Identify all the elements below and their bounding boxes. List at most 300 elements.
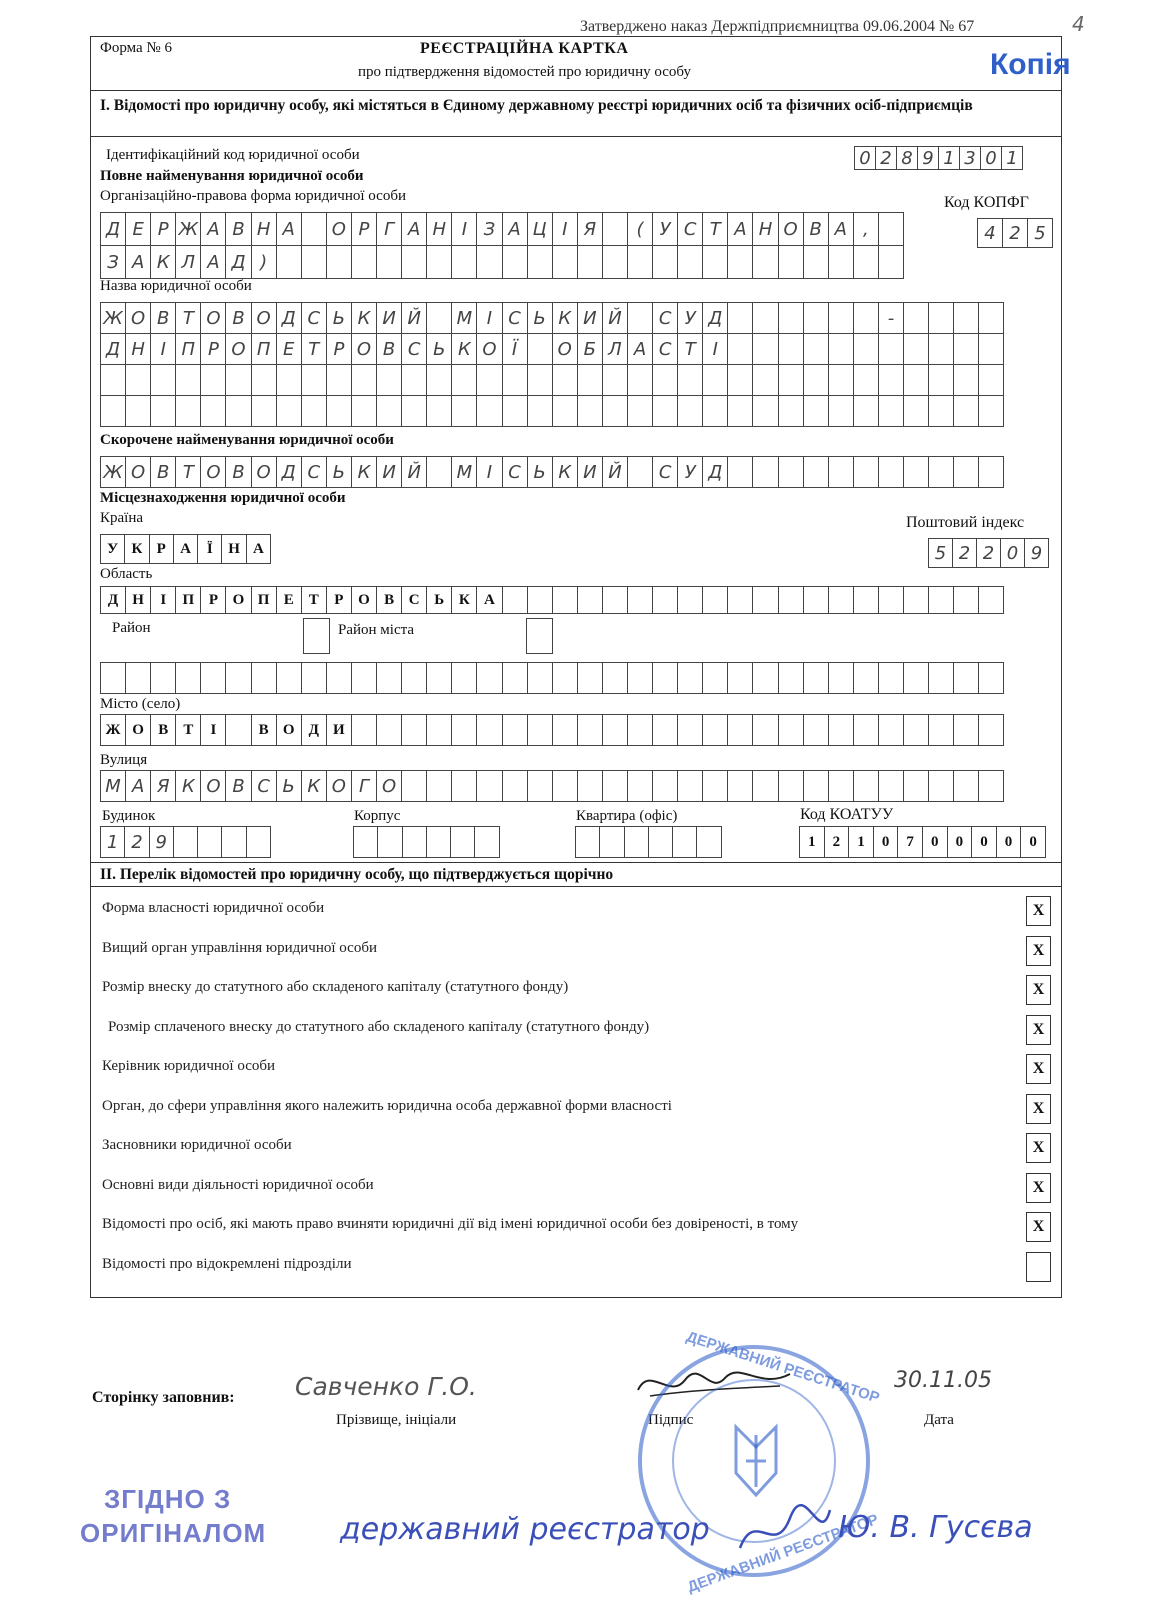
- char-cell: Т: [175, 714, 201, 746]
- char-cell: [752, 302, 778, 334]
- char-cell: [727, 456, 753, 488]
- char-cell: 0: [947, 826, 973, 858]
- char-cell: [752, 586, 778, 614]
- char-cell: О: [326, 212, 352, 246]
- char-cell: 1: [1001, 146, 1023, 170]
- char-cell: [677, 714, 703, 746]
- confirmation-item-label: Керівник юридичної особи: [102, 1058, 276, 1074]
- char-cell: В: [150, 714, 176, 746]
- char-cell: [150, 395, 176, 427]
- char-cell: О: [476, 333, 502, 365]
- char-cell: 0: [854, 146, 876, 170]
- char-cell: А: [727, 212, 753, 246]
- char-cell: [402, 826, 427, 858]
- char-cell: [276, 662, 302, 694]
- char-cell: [778, 456, 804, 488]
- char-cell: М: [451, 456, 477, 488]
- char-cell: С: [652, 456, 678, 488]
- registrar-name: Ю. В. Гусєва: [838, 1510, 1033, 1545]
- district-label: Район: [112, 620, 151, 636]
- city-district-checkbox: [526, 618, 553, 654]
- char-cell: [928, 333, 954, 365]
- char-cell: Р: [200, 586, 226, 614]
- char-cell: Ь: [527, 456, 553, 488]
- confirmation-checkbox[interactable]: X: [1026, 896, 1051, 926]
- id-code-label: Ідентифікаційний код юридичної особи: [106, 147, 360, 163]
- char-cell: [225, 714, 251, 746]
- char-cell: Т: [175, 302, 201, 334]
- char-cell: [828, 586, 854, 614]
- char-cell: В: [376, 333, 402, 365]
- char-cell: [828, 302, 854, 334]
- char-cell: [251, 364, 277, 396]
- char-cell: О: [200, 456, 226, 488]
- char-cell: [376, 245, 402, 279]
- document-title: РЕЄСТРАЦІЙНА КАРТКА: [420, 40, 629, 57]
- char-cell: [903, 333, 929, 365]
- org-form-label: Організаційно-правова форма юридичної особи: [100, 188, 406, 204]
- char-cell: [677, 662, 703, 694]
- char-cell: [878, 586, 904, 614]
- char-cell: Г: [351, 770, 377, 802]
- char-cell: [150, 364, 176, 396]
- char-cell: [903, 395, 929, 427]
- confirmation-item-label: Засновники юридичної особи: [102, 1137, 292, 1153]
- char-cell: [527, 395, 553, 427]
- char-cell: В: [150, 302, 176, 334]
- char-cell: [276, 364, 302, 396]
- char-cell: П: [175, 586, 201, 614]
- date-caption: Дата: [924, 1412, 954, 1428]
- registrar-signature: [730, 1498, 840, 1568]
- char-cell: [251, 395, 277, 427]
- char-cell: [853, 770, 879, 802]
- char-cell: [451, 770, 477, 802]
- char-cell: [803, 245, 829, 279]
- char-cell: [752, 395, 778, 427]
- char-cell: [727, 245, 753, 279]
- char-cell: 1: [100, 826, 125, 858]
- char-cell: [627, 770, 653, 802]
- char-cell: Й: [401, 456, 427, 488]
- char-cell: І: [150, 333, 176, 365]
- char-cell: [326, 662, 352, 694]
- char-cell: З: [100, 245, 126, 279]
- char-cell: [476, 714, 502, 746]
- confirmation-checkbox[interactable]: X: [1026, 975, 1051, 1005]
- char-cell: [778, 770, 804, 802]
- char-cell: [903, 714, 929, 746]
- approval-note: Затверджено наказ Держпідприємництва 09.06.2004 № 67: [580, 18, 975, 35]
- char-cell: [803, 770, 829, 802]
- char-cell: [727, 302, 753, 334]
- org-form-row2: [101, 245, 904, 279]
- char-cell: [602, 662, 628, 694]
- char-cell: К: [552, 456, 578, 488]
- char-cell: [577, 395, 603, 427]
- char-cell: П: [251, 586, 277, 614]
- char-cell: [552, 245, 578, 279]
- char-cell: [426, 245, 452, 279]
- char-cell: [476, 245, 502, 279]
- char-cell: П: [175, 333, 201, 365]
- char-cell: [624, 826, 649, 858]
- char-cell: [677, 395, 703, 427]
- char-cell: Ї: [197, 534, 222, 564]
- building-cells: [354, 826, 500, 858]
- char-cell: [727, 364, 753, 396]
- city-cells: [101, 714, 1004, 746]
- char-cell: [778, 662, 804, 694]
- char-cell: И: [376, 302, 402, 334]
- char-cell: К: [351, 456, 377, 488]
- char-cell: [953, 714, 979, 746]
- char-cell: [426, 826, 451, 858]
- char-cell: [602, 245, 628, 279]
- char-cell: Н: [125, 333, 151, 365]
- char-cell: В: [225, 212, 251, 246]
- char-cell: В: [150, 456, 176, 488]
- char-cell: В: [376, 586, 402, 614]
- char-cell: [527, 333, 553, 365]
- char-cell: А: [173, 534, 198, 564]
- char-cell: [652, 662, 678, 694]
- char-cell: [276, 395, 302, 427]
- original-stamp-line1: ЗГІДНО З: [104, 1484, 232, 1514]
- char-cell: [978, 586, 1004, 614]
- char-cell: І: [702, 333, 728, 365]
- char-cell: 9: [1024, 538, 1049, 568]
- char-cell: [351, 364, 377, 396]
- char-cell: Й: [602, 456, 628, 488]
- section2-heading: II. Перелік відомостей про юридичну особу, що підтверджується щорічно: [100, 866, 614, 883]
- char-cell: 5: [928, 538, 953, 568]
- char-cell: [474, 826, 499, 858]
- header-divider: [90, 90, 1062, 91]
- char-cell: [853, 662, 879, 694]
- char-cell: [527, 245, 553, 279]
- char-cell: [928, 586, 954, 614]
- char-cell: [627, 364, 653, 396]
- city-label: Місто (село): [100, 696, 181, 712]
- char-cell: [451, 364, 477, 396]
- country-label: Країна: [100, 510, 144, 526]
- char-cell: [702, 364, 728, 396]
- char-cell: [602, 395, 628, 427]
- date-value: 30.11.05: [894, 1368, 992, 1393]
- char-cell: [426, 302, 452, 334]
- kopfg-cells: [978, 218, 1053, 248]
- char-cell: П: [251, 333, 277, 365]
- char-cell: [376, 714, 402, 746]
- char-cell: 1: [799, 826, 825, 858]
- confirmation-item-label: Основні види діяльності юридичної особи: [102, 1176, 374, 1193]
- form-number: Форма № 6: [100, 40, 172, 56]
- char-cell: [853, 364, 879, 396]
- char-cell: [246, 826, 271, 858]
- street-cells: [101, 770, 1004, 802]
- char-cell: [175, 662, 201, 694]
- char-cell: 0: [873, 826, 899, 858]
- confirmation-checkbox[interactable]: X: [1026, 936, 1051, 966]
- confirmation-checkbox[interactable]: X: [1026, 1133, 1051, 1163]
- char-cell: [627, 586, 653, 614]
- char-cell: О: [276, 714, 302, 746]
- char-cell: [351, 714, 377, 746]
- char-cell: И: [577, 302, 603, 334]
- char-cell: [602, 364, 628, 396]
- char-cell: К: [451, 333, 477, 365]
- char-cell: [878, 662, 904, 694]
- char-cell: 2: [824, 826, 850, 858]
- name-row2: [101, 333, 1004, 365]
- char-cell: Н: [221, 534, 246, 564]
- apartment-label: Квартира (офіс): [576, 808, 678, 824]
- confirmation-checkbox[interactable]: X: [1026, 1094, 1051, 1124]
- seal-text-top: ДЕРЖАВНИЙ РЕЄСТРАТОР: [684, 1328, 882, 1407]
- char-cell: [677, 586, 703, 614]
- char-cell: 1: [848, 826, 874, 858]
- char-cell: [828, 333, 854, 365]
- confirmation-item-label: Вищий орган управління юридичної особи: [102, 939, 377, 956]
- char-cell: С: [401, 586, 427, 614]
- char-cell: Р: [150, 212, 176, 246]
- char-cell: Д: [100, 333, 126, 365]
- section1-heading: I. Відомості про юридичну особу, які містяться в Єдиному державному реєстрі юридичних осіб та фізичних осіб-підприємців: [100, 97, 973, 114]
- char-cell: [175, 395, 201, 427]
- char-cell: [953, 662, 979, 694]
- char-cell: [150, 662, 176, 694]
- char-cell: Ц: [527, 212, 553, 246]
- char-cell: [953, 456, 979, 488]
- char-cell: [803, 364, 829, 396]
- confirmation-checkbox[interactable]: X: [1026, 1054, 1051, 1084]
- region-cells: [101, 586, 1004, 614]
- char-cell: [903, 662, 929, 694]
- char-cell: [401, 662, 427, 694]
- char-cell: И: [326, 714, 352, 746]
- char-cell: Д: [301, 714, 327, 746]
- char-cell: [778, 302, 804, 334]
- org-form-row1: [101, 212, 904, 246]
- char-cell: Р: [149, 534, 174, 564]
- char-cell: [978, 714, 1004, 746]
- char-cell: [778, 333, 804, 365]
- char-cell: [803, 333, 829, 365]
- char-cell: [727, 586, 753, 614]
- char-cell: [878, 333, 904, 365]
- char-cell: [878, 245, 904, 279]
- section2-divider: [90, 886, 1062, 887]
- char-cell: Н: [426, 212, 452, 246]
- char-cell: [552, 364, 578, 396]
- section2-top-divider: [90, 862, 1062, 863]
- char-cell: [502, 770, 528, 802]
- district-checkbox: [303, 618, 330, 654]
- char-cell: [803, 662, 829, 694]
- char-cell: [627, 302, 653, 334]
- char-cell: К: [451, 586, 477, 614]
- char-cell: [953, 364, 979, 396]
- char-cell: 3: [959, 146, 981, 170]
- char-cell: [652, 395, 678, 427]
- char-cell: Ь: [426, 333, 452, 365]
- char-cell: Е: [276, 333, 302, 365]
- char-cell: Й: [401, 302, 427, 334]
- char-cell: [451, 714, 477, 746]
- char-cell: -: [878, 302, 904, 334]
- char-cell: [450, 826, 475, 858]
- char-cell: [577, 586, 603, 614]
- char-cell: [652, 364, 678, 396]
- char-cell: О: [376, 770, 402, 802]
- char-cell: В: [251, 714, 277, 746]
- char-cell: [301, 395, 327, 427]
- char-cell: В: [225, 302, 251, 334]
- char-cell: 2: [976, 538, 1001, 568]
- name-row1: [101, 302, 1004, 334]
- char-cell: [502, 662, 528, 694]
- country-cells: [101, 534, 271, 564]
- char-cell: [878, 770, 904, 802]
- char-cell: [225, 364, 251, 396]
- char-cell: [326, 245, 352, 279]
- char-cell: О: [351, 586, 377, 614]
- char-cell: [978, 364, 1004, 396]
- char-cell: О: [125, 714, 151, 746]
- char-cell: [552, 714, 578, 746]
- char-cell: С: [301, 456, 327, 488]
- char-cell: [778, 714, 804, 746]
- kopfg-label: Код КОПФГ: [944, 194, 1029, 211]
- char-cell: [552, 662, 578, 694]
- char-cell: [301, 212, 327, 246]
- confirmation-checkbox[interactable]: X: [1026, 1173, 1051, 1203]
- char-cell: 4: [977, 218, 1003, 248]
- char-cell: [677, 364, 703, 396]
- char-cell: 8: [896, 146, 918, 170]
- char-cell: [953, 770, 979, 802]
- char-cell: [727, 395, 753, 427]
- char-cell: [903, 456, 929, 488]
- char-cell: З: [476, 212, 502, 246]
- char-cell: Д: [100, 212, 126, 246]
- char-cell: [197, 826, 222, 858]
- char-cell: [351, 662, 377, 694]
- char-cell: Н: [125, 586, 151, 614]
- char-cell: У: [677, 302, 703, 334]
- char-cell: [426, 456, 452, 488]
- name-row4: [101, 395, 1004, 427]
- char-cell: [426, 364, 452, 396]
- char-cell: Л: [175, 245, 201, 279]
- char-cell: [225, 662, 251, 694]
- char-cell: ,: [853, 212, 879, 246]
- char-cell: А: [276, 212, 302, 246]
- confirmation-item-label: Відомості про відокремлені підрозділи: [102, 1255, 352, 1272]
- char-cell: О: [225, 333, 251, 365]
- koatuu-cells: [800, 826, 1046, 858]
- char-cell: [803, 302, 829, 334]
- char-cell: Д: [702, 302, 728, 334]
- confirmation-checkbox[interactable]: X: [1026, 1015, 1051, 1045]
- char-cell: Ж: [100, 456, 126, 488]
- char-cell: [575, 826, 600, 858]
- char-cell: [401, 245, 427, 279]
- city-district-label: Район міста: [338, 622, 415, 638]
- char-cell: [752, 456, 778, 488]
- char-cell: К: [552, 302, 578, 334]
- char-cell: 0: [996, 826, 1022, 858]
- char-cell: [696, 826, 721, 858]
- char-cell: [828, 364, 854, 396]
- char-cell: [677, 770, 703, 802]
- char-cell: Б: [577, 333, 603, 365]
- char-cell: А: [401, 212, 427, 246]
- char-cell: А: [828, 212, 854, 246]
- char-cell: [853, 456, 879, 488]
- confirmation-item-label: Форма власності юридичної особи: [102, 900, 325, 916]
- building-label: Корпус: [354, 808, 401, 824]
- district-cells: [101, 662, 1004, 694]
- char-cell: Е: [276, 586, 302, 614]
- char-cell: М: [100, 770, 126, 802]
- char-cell: [451, 662, 477, 694]
- char-cell: В: [225, 456, 251, 488]
- char-cell: [476, 364, 502, 396]
- char-cell: И: [376, 456, 402, 488]
- char-cell: К: [124, 534, 149, 564]
- koatuu-label: Код КОАТУУ: [800, 806, 894, 823]
- char-cell: [978, 395, 1004, 427]
- char-cell: [928, 714, 954, 746]
- char-cell: [502, 714, 528, 746]
- char-cell: [853, 245, 879, 279]
- char-cell: [376, 395, 402, 427]
- confirmation-checkbox[interactable]: X: [1026, 1212, 1051, 1242]
- char-cell: 0: [1020, 826, 1046, 858]
- char-cell: [752, 364, 778, 396]
- char-cell: [978, 333, 1004, 365]
- char-cell: [978, 770, 1004, 802]
- char-cell: [702, 662, 728, 694]
- char-cell: К: [301, 770, 327, 802]
- char-cell: С: [652, 302, 678, 334]
- char-cell: [577, 364, 603, 396]
- char-cell: [828, 662, 854, 694]
- street-label: Вулиця: [100, 752, 148, 768]
- char-cell: [502, 395, 528, 427]
- char-cell: [828, 770, 854, 802]
- char-cell: У: [100, 534, 125, 564]
- char-cell: ): [251, 245, 277, 279]
- document-subtitle: про підтвердження відомостей про юридичну особу: [358, 64, 691, 80]
- char-cell: [928, 456, 954, 488]
- char-cell: [652, 245, 678, 279]
- char-cell: Ж: [100, 302, 126, 334]
- char-cell: 2: [875, 146, 897, 170]
- char-cell: [175, 364, 201, 396]
- char-cell: [752, 662, 778, 694]
- char-cell: [221, 826, 246, 858]
- char-cell: 2: [952, 538, 977, 568]
- short-name-label: Скорочене найменування юридичної особи: [100, 432, 394, 448]
- confirmation-checkbox[interactable]: [1026, 1252, 1051, 1282]
- char-cell: [702, 245, 728, 279]
- char-cell: 9: [149, 826, 174, 858]
- char-cell: [577, 662, 603, 694]
- char-cell: [627, 662, 653, 694]
